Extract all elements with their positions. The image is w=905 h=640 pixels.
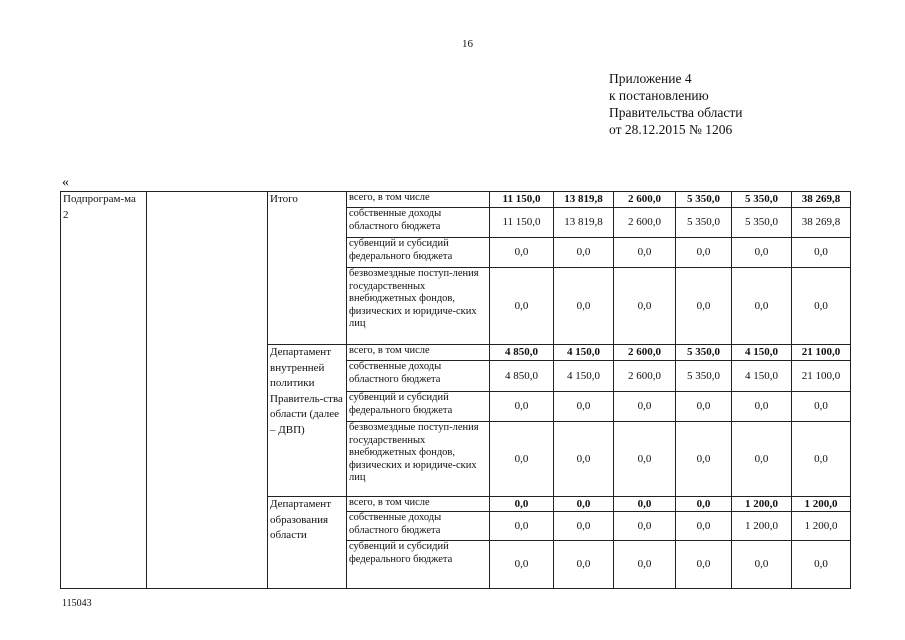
value-cell: 0,0	[554, 268, 614, 345]
value-cell: 0,0	[676, 422, 732, 497]
indicator-cell: всего, в том числе	[347, 192, 490, 208]
value-cell: 0,0	[676, 541, 732, 589]
value-cell: 4 150,0	[732, 361, 792, 392]
value-cell: 0,0	[554, 541, 614, 589]
value-cell: 0,0	[554, 512, 614, 541]
value-cell: 38 269,8	[792, 192, 851, 208]
value-cell: 11 150,0	[490, 192, 554, 208]
appendix-line: от 28.12.2015 № 1206	[609, 122, 733, 137]
value-cell: 0,0	[554, 238, 614, 268]
value-cell: 0,0	[676, 497, 732, 512]
value-cell: 4 850,0	[490, 361, 554, 392]
value-cell: 0,0	[614, 512, 676, 541]
value-cell: 0,0	[676, 268, 732, 345]
indicator-cell: собственные доходы областного бюджета	[347, 361, 490, 392]
subprogram-cell: Подпрограм-ма 2	[61, 192, 147, 589]
value-cell: 0,0	[732, 541, 792, 589]
value-cell: 1 200,0	[732, 512, 792, 541]
value-cell: 5 350,0	[676, 192, 732, 208]
indicator-cell: субвенций и субсидий федерального бюджета	[347, 541, 490, 589]
value-cell: 0,0	[490, 392, 554, 422]
value-cell: 0,0	[490, 512, 554, 541]
value-cell: 38 269,8	[792, 208, 851, 238]
value-cell: 5 350,0	[732, 192, 792, 208]
value-cell: 1 200,0	[792, 497, 851, 512]
value-cell: 0,0	[614, 422, 676, 497]
value-cell: 0,0	[490, 541, 554, 589]
indicator-cell: безвозмездные поступ-ления государственных внебюджетных фондов, физических и юридиче-ских лиц	[347, 268, 490, 345]
value-cell: 4 150,0	[554, 345, 614, 361]
appendix-header	[609, 70, 742, 138]
value-cell: 21 100,0	[792, 345, 851, 361]
appendix-line: Приложение 4	[609, 71, 692, 86]
value-cell: 11 150,0	[490, 208, 554, 238]
value-cell: 0,0	[490, 422, 554, 497]
value-cell: 0,0	[732, 392, 792, 422]
value-cell: 0,0	[614, 541, 676, 589]
indicator-cell: всего, в том числе	[347, 497, 490, 512]
empty-cell	[147, 192, 268, 589]
value-cell: 0,0	[676, 238, 732, 268]
value-cell: 13 819,8	[554, 192, 614, 208]
value-cell: 2 600,0	[614, 361, 676, 392]
indicator-cell: безвозмездные поступ-ления государственных внебюджетных фондов, физических и юридиче-ских лиц	[347, 422, 490, 497]
value-cell: 0,0	[792, 268, 851, 345]
executor-cell: Департамент образования области	[268, 497, 347, 589]
value-cell: 21 100,0	[792, 361, 851, 392]
financing-table-body	[61, 192, 851, 589]
value-cell: 5 350,0	[676, 361, 732, 392]
value-cell: 4 150,0	[554, 361, 614, 392]
value-cell: 0,0	[732, 268, 792, 345]
table-row	[61, 192, 851, 208]
opening-quote: «	[62, 175, 69, 190]
value-cell: 0,0	[614, 268, 676, 345]
value-cell: 5 350,0	[676, 345, 732, 361]
value-cell: 0,0	[490, 268, 554, 345]
value-cell: 0,0	[792, 422, 851, 497]
appendix-line: Правительства области	[609, 105, 743, 120]
value-cell: 13 819,8	[554, 208, 614, 238]
value-cell: 1 200,0	[732, 497, 792, 512]
value-cell: 4 150,0	[732, 345, 792, 361]
value-cell: 0,0	[676, 392, 732, 422]
value-cell: 0,0	[554, 422, 614, 497]
indicator-cell: собственные доходы областного бюджета	[347, 512, 490, 541]
value-cell: 0,0	[554, 497, 614, 512]
value-cell: 4 850,0	[490, 345, 554, 361]
executor-cell: Департамент внутренней политики Правитель-ства области (далее – ДВП)	[268, 345, 347, 497]
value-cell: 0,0	[490, 238, 554, 268]
appendix-line: к постановлению	[609, 88, 709, 103]
value-cell: 0,0	[676, 512, 732, 541]
value-cell: 0,0	[614, 497, 676, 512]
value-cell: 0,0	[490, 497, 554, 512]
indicator-cell: всего, в том числе	[347, 345, 490, 361]
value-cell: 2 600,0	[614, 208, 676, 238]
value-cell: 0,0	[614, 392, 676, 422]
value-cell: 2 600,0	[614, 192, 676, 208]
value-cell: 1 200,0	[792, 512, 851, 541]
financing-table	[60, 191, 851, 589]
value-cell: 5 350,0	[676, 208, 732, 238]
value-cell: 0,0	[614, 238, 676, 268]
indicator-cell: субвенций и субсидий федерального бюджета	[347, 238, 490, 268]
value-cell: 0,0	[732, 422, 792, 497]
page-number: 16	[462, 38, 473, 50]
value-cell: 0,0	[792, 392, 851, 422]
value-cell: 0,0	[732, 238, 792, 268]
value-cell: 0,0	[554, 392, 614, 422]
value-cell: 0,0	[792, 238, 851, 268]
value-cell: 0,0	[792, 541, 851, 589]
value-cell: 2 600,0	[614, 345, 676, 361]
indicator-cell: собственные доходы областного бюджета	[347, 208, 490, 238]
executor-cell: Итого	[268, 192, 347, 345]
document-code: 115043	[62, 598, 92, 609]
value-cell: 5 350,0	[732, 208, 792, 238]
indicator-cell: субвенций и субсидий федерального бюджета	[347, 392, 490, 422]
